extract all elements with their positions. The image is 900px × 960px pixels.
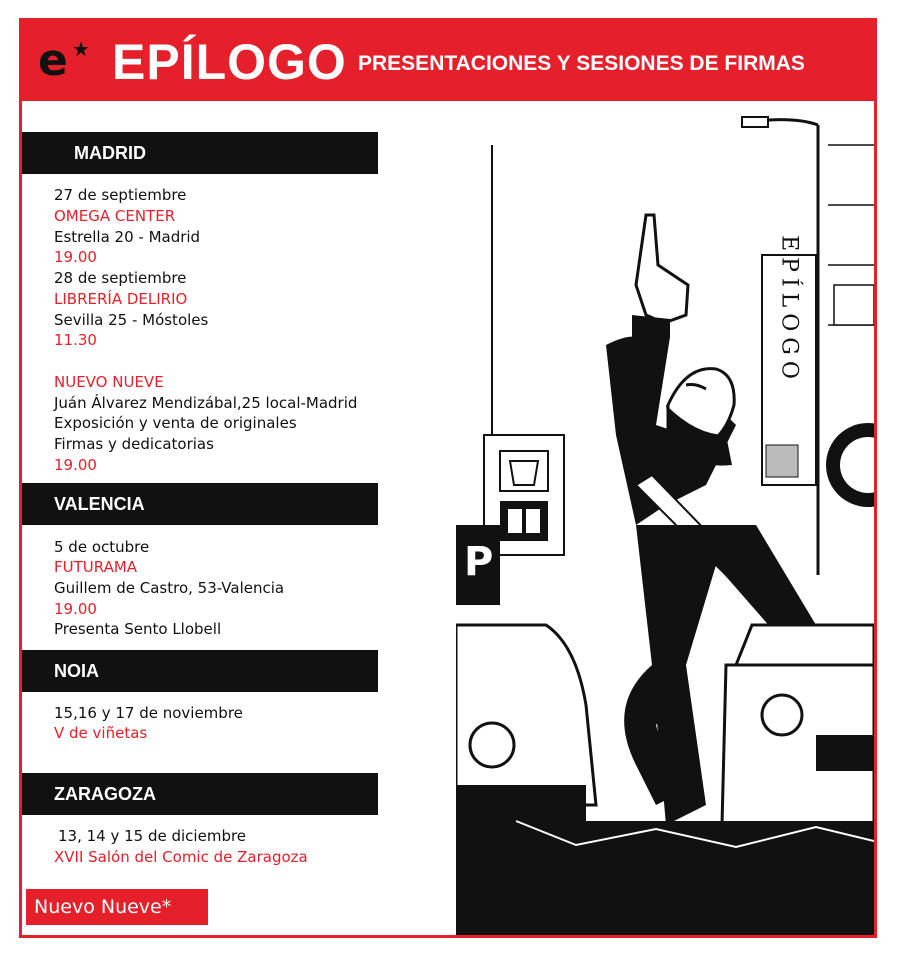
event-address: Juán Álvarez Mendizábal,25 local-Madrid — [54, 394, 358, 412]
city-header-madrid — [22, 132, 378, 174]
event-address: Sevilla 25 - Móstoles — [54, 311, 209, 329]
brand-label: Nuevo Nueve* — [34, 896, 172, 918]
publisher-logo: e — [38, 35, 68, 86]
city-label: VALENCIA — [54, 494, 145, 514]
nuevo-nueve-logo — [26, 889, 208, 925]
event-time: 19.00 — [54, 248, 97, 266]
event-time: 11.30 — [54, 331, 97, 349]
poster-frame — [19, 18, 877, 938]
event-venue: LIBRERÍA DELIRIO — [54, 290, 188, 308]
city-label: MADRID — [74, 143, 146, 163]
city-header-zaragoza — [22, 773, 378, 815]
event-address: Guillem de Castro, 53-Valencia — [54, 579, 285, 597]
event-time: 19.00 — [54, 600, 97, 618]
city-header-valencia — [22, 483, 378, 525]
event-venue: OMEGA CENTER — [54, 207, 176, 225]
event-note: Firmas y dedicatorias — [54, 435, 214, 453]
city-label: ZARAGOZA — [54, 784, 156, 804]
svg-text:P: P — [464, 539, 494, 585]
star-icon: ★ — [72, 37, 90, 61]
sign-text: EPÍLOGO — [776, 235, 802, 385]
event-venue: V de viñetas — [54, 724, 148, 742]
event-address: Estrella 20 - Madrid — [54, 228, 201, 246]
event-date: 13, 14 y 15 de diciembre — [58, 827, 247, 845]
event-venue: FUTURAMA — [54, 558, 138, 576]
event-note: Presenta Sento Llobell — [54, 620, 222, 638]
event-date: 28 de septiembre — [54, 269, 187, 287]
event-note: Exposición y venta de originales — [54, 414, 297, 432]
city-label: NOIA — [54, 661, 99, 681]
event-date: 27 de septiembre — [54, 186, 187, 204]
event-date: 5 de octubre — [54, 538, 150, 556]
event-venue: NUEVO NUEVE — [54, 373, 164, 391]
city-header-noia — [22, 650, 378, 692]
comic-illustration — [456, 105, 874, 935]
event-time: 19.00 — [54, 456, 97, 474]
event-date: 15,16 y 17 de noviembre — [54, 704, 243, 722]
page-title: EPÍLOGO — [112, 34, 347, 90]
header-banner — [22, 21, 874, 101]
event-venue: XVII Salón del Comic de Zaragoza — [54, 848, 308, 866]
page-subtitle: PRESENTACIONES Y SESIONES DE FIRMAS — [358, 52, 805, 75]
